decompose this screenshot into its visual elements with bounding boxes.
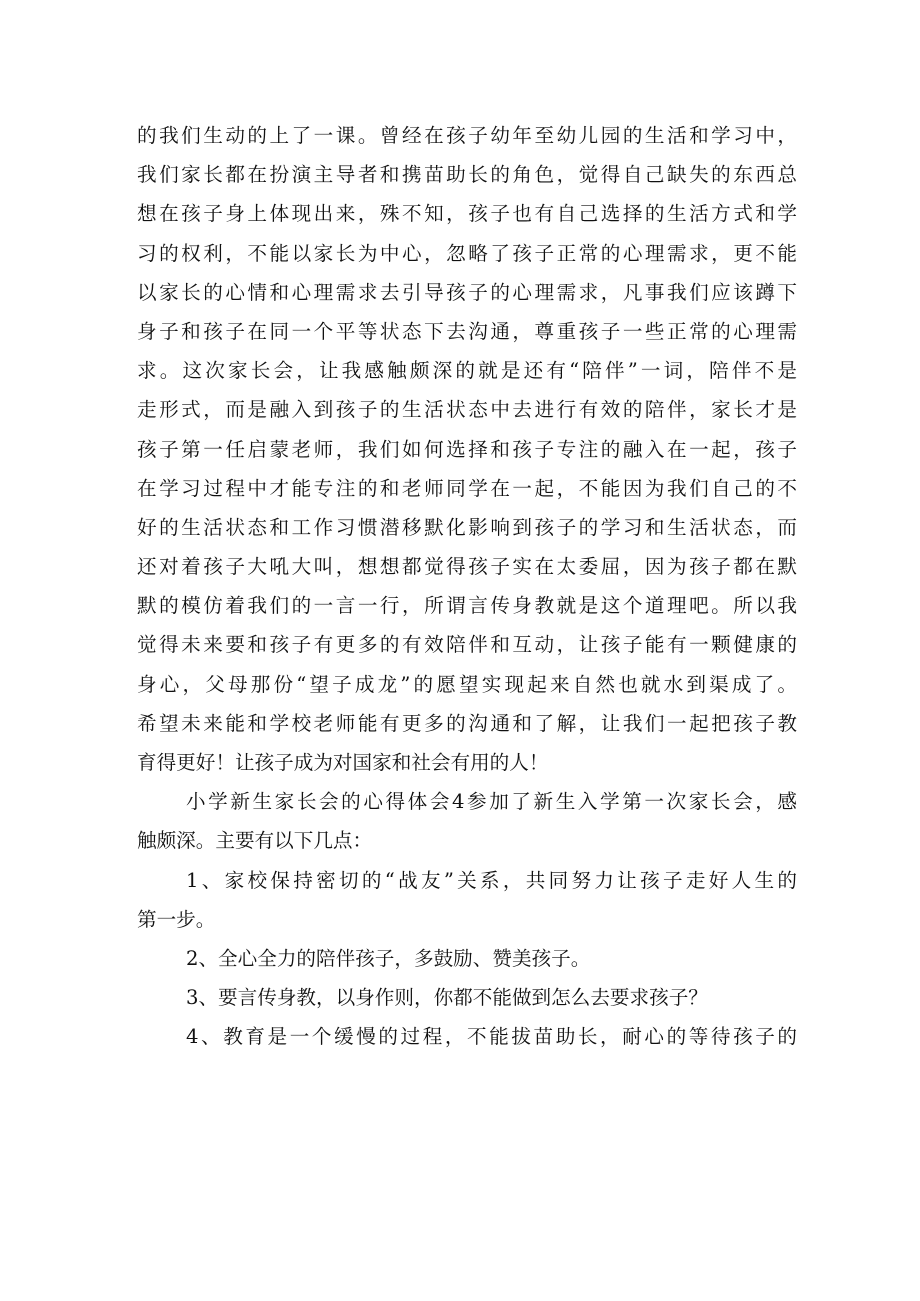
text-line: 希望未来能和学校老师能有更多的沟通和了解，让我们一起把孩子教 xyxy=(137,711,797,735)
text-line: 身心，父母那份“望子成龙”的愿望实现起来自然也就水到渠成了。 xyxy=(137,672,797,696)
list-item-point-3 xyxy=(137,978,797,1017)
text-line: 习的权利，不能以家长为中心，忽略了孩子正常的心理需求，更不能 xyxy=(137,241,797,265)
text-line: 4、教育是一个缓慢的过程，不能拔苗助长，耐心的等待孩子的 xyxy=(186,1025,797,1049)
text-line: 触颇深。主要有以下几点： xyxy=(137,829,373,853)
paragraph-reflection-continued xyxy=(137,116,797,782)
text-line: 好的生活状态和工作习惯潜移默化影响到孩子的学习和生活状态，而 xyxy=(137,515,797,539)
list-item-point-4 xyxy=(137,1017,797,1056)
text-line: 3、要言传身教，以身作则，你都不能做到怎么去要求孩子？ xyxy=(186,986,708,1010)
list-item-point-1 xyxy=(137,861,797,939)
text-line: 在学习过程中才能专注的和老师同学在一起，不能因为我们自己的不 xyxy=(137,476,797,500)
text-line: 想在孩子身上体现出来，殊不知，孩子也有自己选择的生活方式和学 xyxy=(137,202,797,226)
text-line: 育得更好！让孩子成为对国家和社会有用的人！ xyxy=(137,751,549,774)
text-line: 孩子第一任启蒙老师，我们如何选择和孩子专注的融入在一起，孩子 xyxy=(137,437,797,461)
text-line: 以家长的心情和心理需求去引导孩子的心理需求，凡事我们应该蹲下 xyxy=(137,280,797,304)
text-line: 1、家校保持密切的“战友”关系，共同努力让孩子走好人生的 xyxy=(186,868,797,892)
text-line: 求。这次家长会，让我感触颇深的就是还有“陪伴”一词，陪伴不是 xyxy=(137,359,797,383)
text-line: 我们家长都在扮演主导者和携苗助长的角色，觉得自己缺失的东西总 xyxy=(137,163,797,187)
text-line: 还对着孩子大吼大叫，想想都觉得孩子实在太委屈，因为孩子都在默 xyxy=(137,555,797,579)
document-body xyxy=(137,116,797,1057)
text-line: 默的模仿着我们的一言一行，所谓言传身教就是这个道理吧。所以我 xyxy=(137,594,797,618)
list-item-point-2 xyxy=(137,939,797,978)
text-line: 觉得未来要和孩子有更多的有效陪伴和互动，让孩子能有一颗健康的 xyxy=(137,633,797,657)
text-line: 的我们生动的上了一课。曾经在孩子幼年至幼儿园的生活和学习中， xyxy=(137,124,797,147)
text-line: 身子和孩子在同一个平等状态下去沟通，尊重孩子一些正常的心理需 xyxy=(137,319,797,343)
paragraph-experience-4 xyxy=(137,782,797,860)
text-line: 第一步。 xyxy=(137,907,216,931)
text-line: 2、全心全力的陪伴孩子，多鼓励、赞美孩子。 xyxy=(186,946,591,970)
text-line: 小学新生家长会的心得体会4参加了新生入学第一次家长会，感 xyxy=(186,790,797,814)
text-line: 走形式，而是融入到孩子的生活状态中去进行有效的陪伴，家长才是 xyxy=(137,398,797,422)
